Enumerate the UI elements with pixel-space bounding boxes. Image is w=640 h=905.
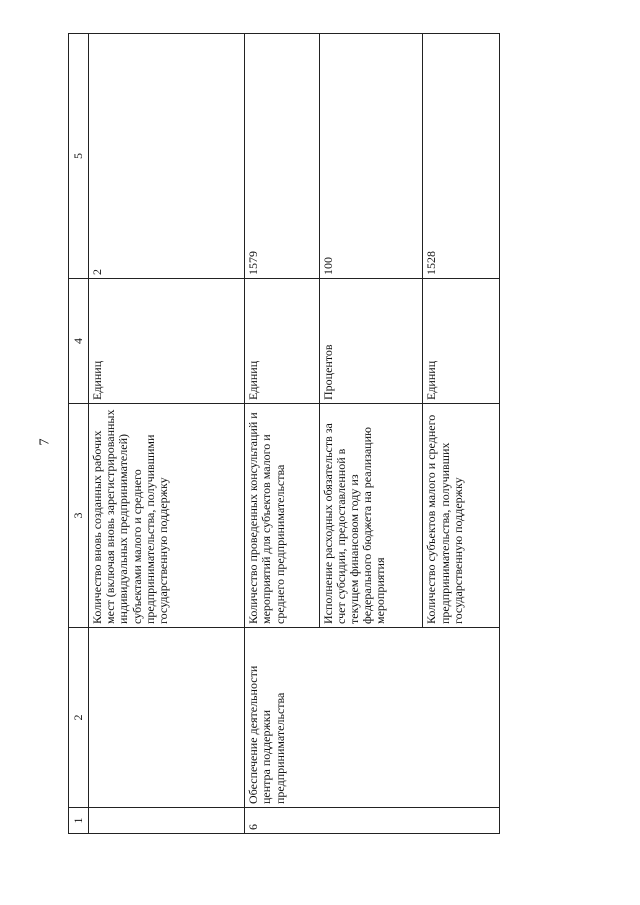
row4-unit: Единиц: [423, 279, 500, 404]
header-col-5: 5: [69, 34, 89, 279]
indicators-table: [68, 33, 500, 834]
row1-unit: Единиц: [88, 279, 244, 404]
row4-value: 1528: [423, 34, 500, 279]
row4-indicator: Количество субъектов малого и среднего предпринимательства, получивших государственную поддержку: [423, 404, 500, 628]
row2-value: 1579: [245, 34, 319, 279]
row3-unit: Процентов: [319, 279, 423, 404]
row1-event: [88, 628, 244, 808]
header-col-4: 4: [69, 279, 89, 404]
page-number: 7: [37, 438, 53, 446]
row3-value: 100: [319, 34, 423, 279]
row1-value: 2: [88, 34, 244, 279]
table-row: [245, 34, 319, 834]
row2-indicator: Количество проведенных консультаций и мероприятий для субъектов малого и среднего предпринимательства: [245, 404, 319, 628]
table-row: [88, 34, 244, 834]
row3-indicator: Исполнение расходных обязательств за счет субсидии, предоставленной в текущем финансовом году из федерального бюджета на реализацию мероприятия: [319, 404, 423, 628]
header-row: [69, 34, 89, 834]
header-col-2: 2: [69, 628, 89, 808]
table-rotated-wrapper: [68, 34, 500, 834]
header-col-1: 1: [69, 808, 89, 834]
row1-indicator: Количество вновь созданных рабочих мест (включая вновь зарегистрированных индивидуальных предпринимателей) субъектами малого и среднего предпринимательства, получившими государственную поддержку: [88, 404, 244, 628]
header-col-3: 3: [69, 404, 89, 628]
row2-event: Обеспечение деятельности центра поддержки предпринимательства: [245, 628, 500, 808]
row2-num: 6: [245, 808, 500, 834]
row1-num: [88, 808, 244, 834]
row2-unit: Единиц: [245, 279, 319, 404]
